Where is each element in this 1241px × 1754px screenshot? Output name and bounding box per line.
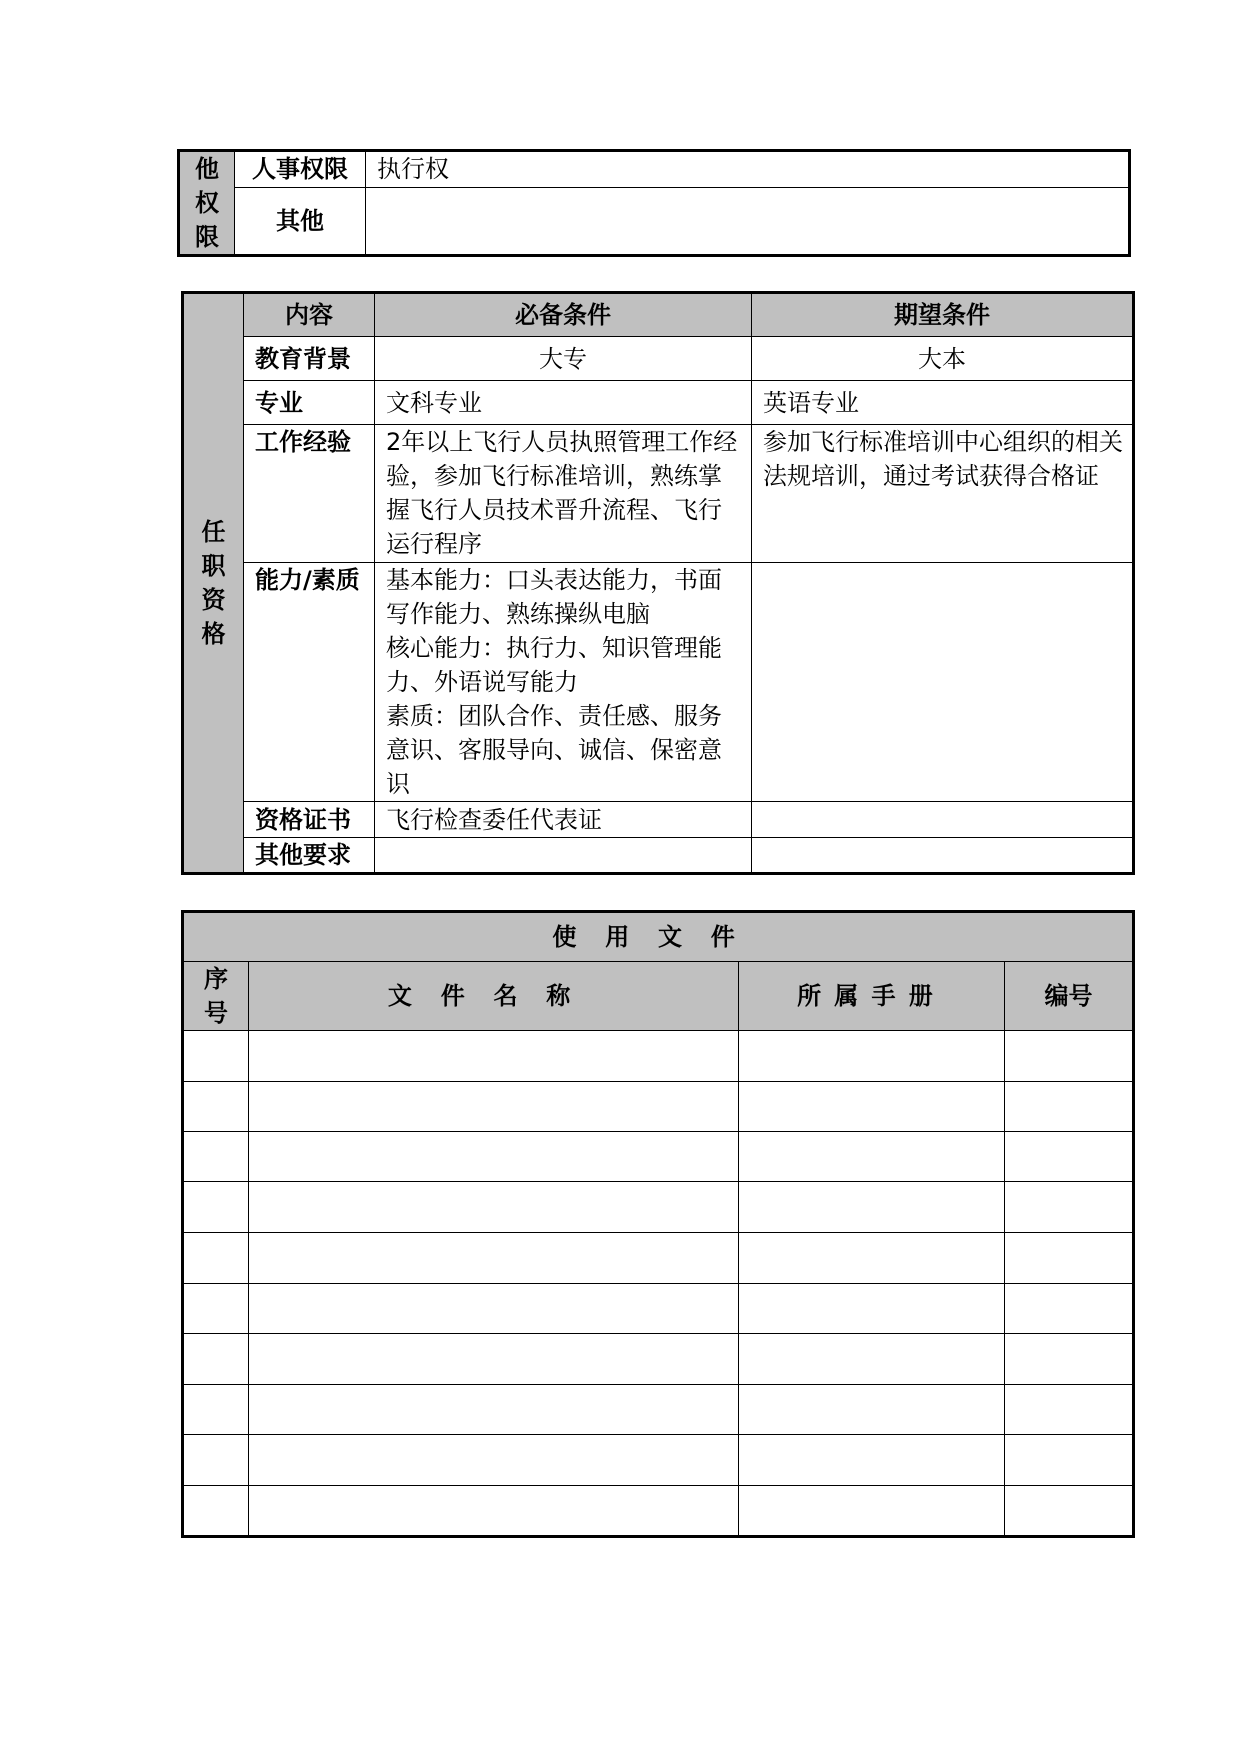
name-cell (249, 1385, 739, 1435)
side-label-char: 他 (195, 155, 219, 183)
major-expected: 英语专业 (752, 381, 1134, 425)
row-label-major: 专业 (244, 381, 375, 425)
header-seq-char: 序 (204, 965, 228, 993)
name-cell (249, 1435, 739, 1486)
seq-cell (183, 1082, 249, 1132)
table-row (183, 1132, 1134, 1182)
table-row (183, 1334, 1134, 1385)
hr-authority-value: 执行权 (366, 151, 1130, 188)
table-row (183, 1082, 1134, 1132)
manual-cell (739, 1385, 1005, 1435)
experience-required: 2年以上飞行人员执照管理工作经验，参加飞行标准培训，熟练掌握飞行人员技术晋升流程、飞行运行程序 (375, 425, 752, 563)
name-cell (249, 1031, 739, 1082)
row-label-education: 教育背景 (244, 337, 375, 381)
name-cell (249, 1334, 739, 1385)
seq-cell (183, 1284, 249, 1334)
row-label-experience: 工作经验 (244, 425, 375, 563)
manual-cell (739, 1132, 1005, 1182)
name-cell (249, 1486, 739, 1537)
qualifications-side-label (183, 293, 244, 874)
manual-cell (739, 1182, 1005, 1233)
seq-cell (183, 1182, 249, 1233)
name-cell (249, 1132, 739, 1182)
table-row (183, 1031, 1134, 1082)
side-label-char: 职 (201, 552, 226, 580)
table-row (183, 1233, 1134, 1284)
seq-cell (183, 1385, 249, 1435)
manual-cell (739, 1031, 1005, 1082)
number-cell (1005, 1284, 1134, 1334)
number-cell (1005, 1435, 1134, 1486)
header-document-name: 文件名称 (249, 962, 739, 1031)
seq-cell (183, 1233, 249, 1284)
table-row (183, 1486, 1134, 1537)
documents-title: 使用文件 (183, 912, 1134, 962)
side-label-char: 资 (201, 586, 226, 614)
education-required: 大专 (375, 337, 752, 381)
number-cell (1005, 1334, 1134, 1385)
side-label-char: 限 (195, 223, 219, 251)
side-label-char: 格 (201, 620, 226, 648)
experience-expected: 参加飞行标准培训中心组织的相关法规培训，通过考试获得合格证 (752, 425, 1134, 563)
seq-cell (183, 1132, 249, 1182)
number-cell (1005, 1082, 1134, 1132)
other-label: 其他 (235, 187, 366, 255)
number-cell (1005, 1132, 1134, 1182)
name-cell (249, 1182, 739, 1233)
hr-authority-label: 人事权限 (235, 151, 366, 188)
row-label-certificate: 资格证书 (244, 802, 375, 838)
header-expected: 期望条件 (752, 293, 1134, 337)
manual-cell (739, 1233, 1005, 1284)
table-row (183, 1385, 1134, 1435)
ability-line-quality: 素质：团队合作、责任感、服务意识、客服导向、诚信、保密意识 (386, 702, 722, 798)
certificate-required: 飞行检查委任代表证 (375, 802, 752, 838)
number-cell (1005, 1182, 1134, 1233)
certificate-expected (752, 802, 1134, 838)
side-label-char: 任 (201, 518, 226, 546)
number-cell (1005, 1486, 1134, 1537)
qualifications-table (181, 291, 1135, 875)
name-cell (249, 1233, 739, 1284)
header-required: 必备条件 (375, 293, 752, 337)
seq-cell (183, 1435, 249, 1486)
header-seq-char: 号 (204, 999, 228, 1027)
header-seq (183, 962, 249, 1031)
ability-line-core: 核心能力：执行力、知识管理能力、外语说写能力 (386, 634, 722, 696)
other-value (366, 187, 1130, 255)
number-cell (1005, 1233, 1134, 1284)
header-number: 编号 (1005, 962, 1134, 1031)
table-row (183, 1182, 1134, 1233)
side-label-char: 权 (195, 189, 219, 217)
other-requirements-required (375, 838, 752, 874)
header-content: 内容 (244, 293, 375, 337)
seq-cell (183, 1486, 249, 1537)
manual-cell (739, 1082, 1005, 1132)
other-requirements-expected (752, 838, 1134, 874)
table-row (183, 1284, 1134, 1334)
table-row (183, 1435, 1134, 1486)
number-cell (1005, 1385, 1134, 1435)
seq-cell (183, 1031, 249, 1082)
number-cell (1005, 1031, 1134, 1082)
row-label-other-requirements: 其他要求 (244, 838, 375, 874)
education-expected: 大本 (752, 337, 1134, 381)
documents-table (181, 910, 1135, 1538)
ability-line-basic: 基本能力：口头表达能力，书面写作能力、熟练操纵电脑 (386, 566, 722, 628)
other-authority-table (177, 149, 1131, 257)
major-required: 文科专业 (375, 381, 752, 425)
other-authority-side-label (179, 151, 235, 256)
manual-cell (739, 1334, 1005, 1385)
ability-required (375, 563, 752, 802)
ability-expected (752, 563, 1134, 802)
seq-cell (183, 1334, 249, 1385)
manual-cell (739, 1486, 1005, 1537)
name-cell (249, 1082, 739, 1132)
row-label-ability: 能力/素质 (244, 563, 375, 802)
header-manual: 所属手册 (739, 962, 1005, 1031)
manual-cell (739, 1284, 1005, 1334)
manual-cell (739, 1435, 1005, 1486)
name-cell (249, 1284, 739, 1334)
